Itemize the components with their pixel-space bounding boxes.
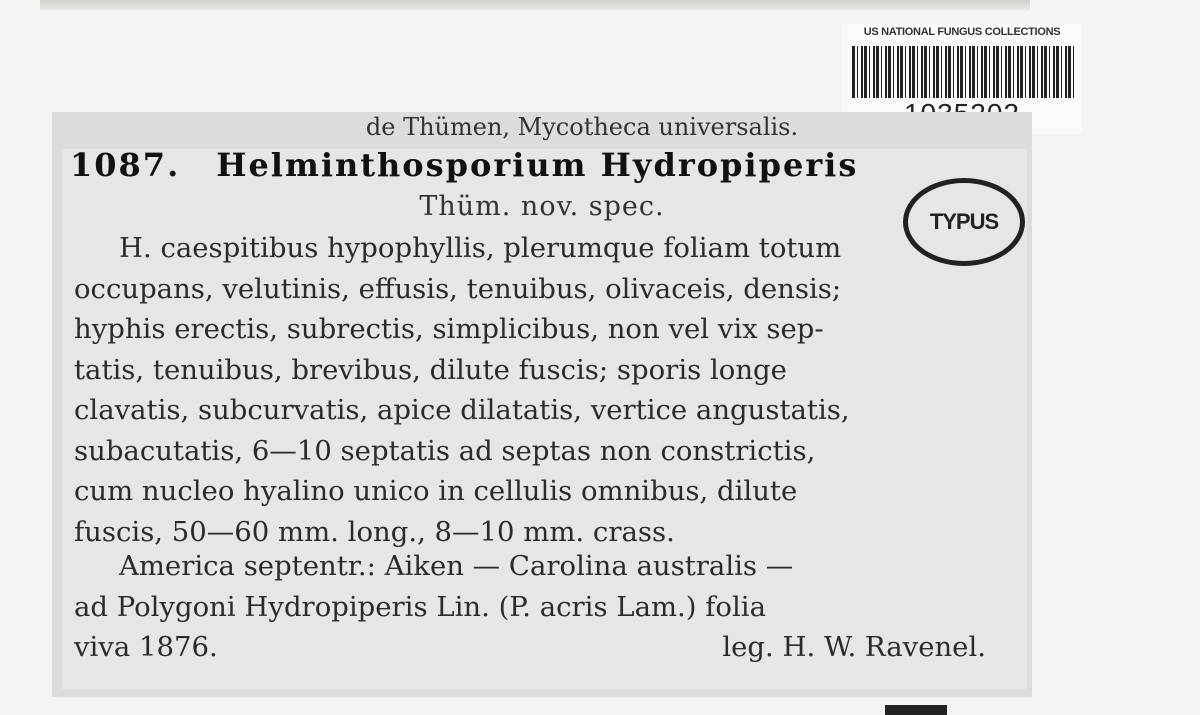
locality-line: America septentr.: Aiken — Carolina australis — [119,550,794,582]
species-name: Helminthosporium Hydropiperis [216,146,859,184]
collection-date: viva 1876. [74,631,218,663]
date-collector-row [74,627,1024,668]
species-description [74,228,1024,552]
description-line: subacutatis, 6—10 septatis ad septas non constrictis, [74,434,816,467]
bottom-edge-mark [885,705,947,715]
author-citation: Thüm. nov. spec. [419,191,665,222]
description-line: cum nucleo hyalino unico in cellulis omnibus, dilute [74,475,798,507]
locality-line: ad Polygoni Hydropiperis Lin. (P. acris Lam.) folia [74,590,766,623]
species-title [70,145,1032,185]
specimen-label [52,112,1032,697]
description-line: clavatis, subcurvatis, apice dilatatis, vertice angustatis, [74,394,850,426]
description-line: fuscis, 50—60 mm. long., 8—10 mm. crass. [74,515,675,548]
description-line: hyphis erectis, subrectis, simplicibus, non vel vix sep- [74,313,824,345]
locality-block [74,546,1024,668]
description-line: occupans, velutinis, effusis, tenuibus, olivaceis, densis; [74,272,842,305]
barcode-header: US NATIONAL FUNGUS COLLECTIONS [863,26,1061,38]
typus-stamp [903,178,1025,266]
exsiccata-number: 1087. [70,146,181,184]
collector-name: leg. H. W. Ravenel. [722,631,986,663]
stamp-text: TYPUS [929,209,999,234]
description-line: H. caespitibus hypophyllis, plerumque foliam totum [119,232,842,264]
collection-title: de Thümen, Mycotheca universalis. [287,112,877,142]
top-paper-strip [40,0,1030,10]
description-line: tatis, tenuibus, brevibus, dilute fuscis; sporis longe [74,353,787,386]
